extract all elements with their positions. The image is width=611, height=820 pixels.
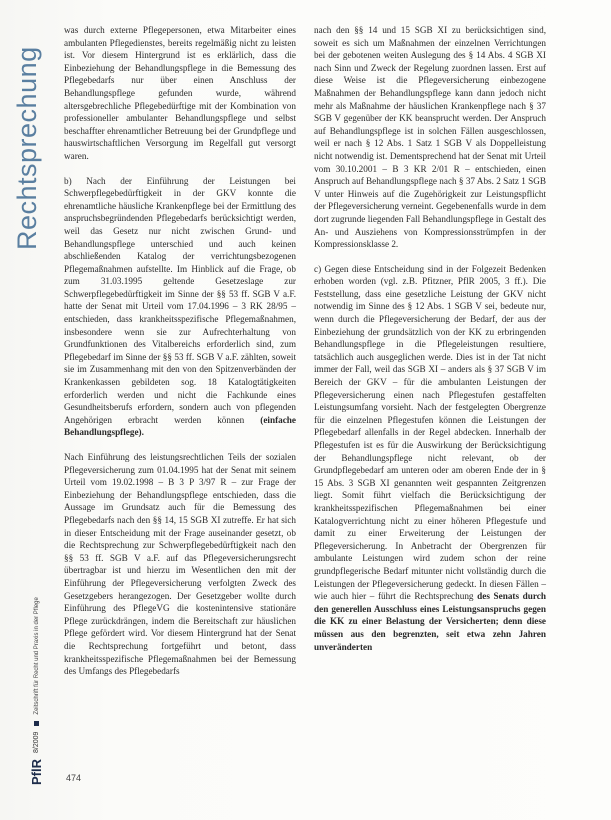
paragraph: [64, 175, 296, 439]
square-icon: [34, 721, 39, 726]
journal-logo: PflR: [29, 759, 44, 785]
page-number: 474: [66, 773, 82, 783]
paragraph-text: b) Nach der Einführung der Leistungen bei Schwerpflegebedürftigkeit in der GKV konnte die ehrenamtliche häusliche Krankenpflege bei der Ermittlung des anspruchsbegründenden Pflegebedarfs berücksichtigt werden, weil das Gesetz nur nicht zwischen Grund- und Behandlungspflege unterschied und auch keinen abschließenden Katalog der verrichtungsbezogenen Pflegemaßnahmen aufstellte. Im Hinblick auf die Frage, ob zum 31.03.1995 geltende Gesetzeslage zur Schwerpflegebedürftigkeit im Sinne der §§ 53 ff. SGB V a.F. hatte der Senat mit Urteil vom 17.04.1996 – 3 RK 28/95 – entschieden, dass krankheitsspezifische Pflegemaßnahmen, insbesondere wenn sie zur Aufrechterhaltung von Grundfunktionen des Vitalbereichs erforderlich sind, zum Pflegebedarf im Sinne der §§ 53 ff. SGB V a.F. zählten, soweit sie im Zusammenhang mit den von den Spitzenverbänden der Krankenkassen gebildeten sog. 18 Katalogtätigkeiten erforderlich werden und nicht die Fachkunde eines Gesundheitsberufs erfordern, sondern auch von pflegenden Angehörigen erbracht werden können: [64, 175, 296, 425]
paragraph: [314, 263, 546, 653]
page-margin: [0, 0, 66, 820]
right-text-column: [314, 24, 546, 665]
journal-subtitle: Zeitschrift für Recht und Praxis in der Pflege: [33, 597, 40, 715]
journal-issue: 8/2009: [33, 731, 40, 753]
bold-emphasis: des Senats durch den generellen Ausschluss eines Leistungsanspruchs gegen die KK zu einer Belastung der Versicherten; denn diese müssen aus den begrenzten, seit etwa zehn Jahren unveränderten: [314, 591, 546, 652]
bold-emphasis: (einfache Behandlungspflege).: [64, 414, 296, 438]
left-text-column: [64, 24, 296, 690]
section-title: Rechtsprechung: [12, 46, 42, 250]
paragraph: nach den §§ 14 und 15 SGB XI zu berücksichtigen sind, soweit es sich um Maßnahmen der einzelnen Verrichtungen bei der gebotenen weiten Auslegung des § 14 Abs. 4 SGB XI nach Sinn und Zweck der Regelung zuordnen lassen. Erst auf diese Weise ist die Pflegeversicherung einbezogene Maßnahmen der Behandlungspflege kann dann jedoch nicht mehr als Maßnahme der häuslichen Krankenpflege nach § 37 SGB V gegenüber der KK beansprucht werden. Der Anspruch auf Behandlungspflege ist in solchen Fällen ausgeschlossen, weil er nach § 12 Abs. 1 Satz 1 SGB V als Doppelleistung nicht notwendig ist. Dementsprechend hat der Senat mit Urteil vom 30.10.2001 – B 3 KR 2/01 R – entschieden, einen Anspruch auf Behandlungspflege nach § 37 Abs. 2 Satz 1 SGB V unter Hinweis auf die Zugehörigkeit zur Leistungspflicht der Pflegeversicherung verneint. Gegebenenfalls wurde in dem dort zugrunde liegenden Fall Behandlungspflege in Gestalt des An- und Ausziehens von Kompressionsstrümpfen in der Kompressionsklasse 2.: [314, 25, 546, 250]
journal-footer-strip: [29, 597, 44, 785]
paragraph: Nach Einführung des leistungsrechtlichen Teils der sozialen Pflegeversicherung zum 01.04.1995 hat der Senat mit seinem Urteil vom 19.02.1998 – B 3 P 3/97 R – zur Frage der Einbeziehung der Behandlungspflege entschieden, dass die Aussage im Grundsatz auch für die Bemessung des Pflegebedarfs nach den §§ 14, 15 SGB XI zutreffe. Er hat sich in dieser Entscheidung mit der Frage auseinander gesetzt, ob die Rechtsprechung zur Schwerpflegebedürftigkeit nach den §§ 53 ff. SGB V a.F. auf das Pflegeversicherungsrecht übertragbar ist und hierzu im Wesentlichen den mit der Einführung der Pflegeversicherung verfolgten Zweck des Gesetzgebers herangezogen. Der Gesetzgeber wollte durch Einführung des PflegeVG die kostenintensive stationäre Pflege zurückdrängen, indem die Bereitschaft zur häuslichen Pflege gefördert wird. Vor diesem Hintergrund hat der Senat die Rechtsprechung fortgeführt und betont, dass krankheitsspezifische Pflegemaßnahmen bei der Bemessung des Umfangs des Pflegebedarfs: [64, 452, 296, 677]
paragraph: was durch externe Pflegepersonen, etwa Mitarbeiter eines ambulanten Pflegedienstes, bereits regelmäßig nicht zu leisten ist. Vor diesem Hintergrund ist es erklärlich, dass die Einbeziehung der Behandlungspflege in die Bemessung des Pflegebedarfs nur über einen Anschluss der Behandlungspflege gefunden wurde, während altersgebrechliche Pflegebedürftige mit der Kombination von professioneller ambulanter Behandlungspflege und selbst beschaffter ehrenamtlicher Betreuung bei der Grundpflege und hauswirtschaftlichen Versorgung im Regelfall gut versorgt waren.: [64, 25, 296, 161]
paragraph-text: c) Gegen diese Entscheidung sind in der Folgezeit Bedenken erhoben worden (vgl. z.B. Pfitzner, PflR 2005, 3 ff.). Die Feststellung, dass eine gesetzliche Leistung der GKV nicht notwendig im Sinne des § 12 Abs. 1 SGB V sei, bedeute nur, wenn durch die Pflegeversicherung der Bedarf, der aus der Einbeziehung der grundsätzlich von der KK zu erbringenden Behandlungspflege in die Pflegeleistungen resultiere, tatsächlich auch ausgeglichen werde. Dies ist in der Tat nicht immer der Fall, weil das SGB XI – anders als § 37 SGB V im Bereich der GKV – für die ambulanten Leistungen der Pflegeversicherung einen nach Pflegestufen gestaffelten Leistungsumfang vorsieht. Nach der festgelegten Obergrenze für die einzelnen Pflegestufen können die Leistungen der Pflegebedarf allenfalls in der Regel abdecken. Innerhalb der Pflegestufen ist es für die Auswirkung der Berücksichtigung der Behandlungspflege nicht relevant, ob der Grundpflegebedarf am unteren oder am oberen Ende der in § 15 Abs. 3 SGB XI genannten weit gespannten Zeitgrenzen liegt. Somit führt vielfach die Berücksichtigung der krankheitsspezifischen Pflegemaßnahmen bei einer Katalogverrichtung nicht zu einer höheren Pflegestufe und damit zu einer Erweiterung der Leistungen der Pflegeversicherung. In Anbetracht der Obergrenzen für ambulante Leistungen wird zudem schon der reine grundpflegerische Bedarf mitunter nicht vollständig durch die Leistungen der Pflegeversicherung gedeckt. In diesen Fällen – wie auch hier – führt die Rechtsprechung: [314, 263, 546, 602]
